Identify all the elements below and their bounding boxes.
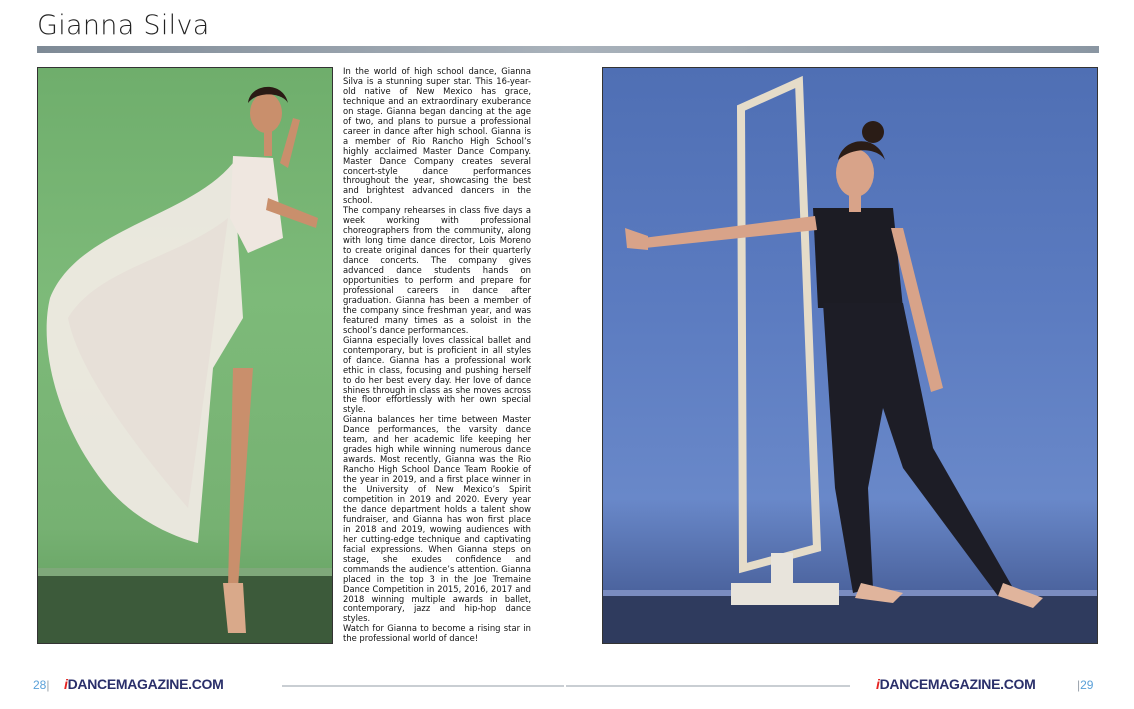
logo-dance-text: DANCE [67,676,116,692]
page-number-separator: | [46,678,50,692]
logo-magazine-text: MAGAZINE.COM [927,676,1036,692]
page-number-right-value: 29 [1080,678,1094,692]
page-number-left [33,678,49,692]
title-divider-bar [37,46,1099,53]
page-number-separator: | [1077,678,1081,692]
article-paragraph: Watch for Gianna to become a rising star in the professional world of dance! [343,623,531,644]
logo-magazine-text: MAGAZINE.COM [115,676,224,692]
footer-divider-left [282,685,564,687]
site-logo-right[interactable] [876,676,1036,692]
page-number-left-value: 28 [33,678,47,692]
logo-i-letter: i [876,676,880,692]
article-paragraph: The company rehearses in class five days a week working with professional choreographers from the community, along with long time dance director, Lois Moreno to create original dances for their quarterly dance concerts. The company gives advanced dance students hands on opportunities to perform and prepare for professional careers in dance after graduation. Gianna has been a member of the company since freshman year, and was featured many times as a soloist in the school’s dance performances. [343,205,531,335]
dancer-black-leotard-illustration [603,68,1098,644]
article-paragraph: Gianna balances her time between Master Dance performances, the varsity dance team, and her academic life keeping her grades high while winning numerous dance awards. Most recently, Gianna was the Rio Rancho High School Dance Team Rookie of the year in 2019, and a first place winner in the University of New Mexico’s Spirit competition in 2019 and 2020. Every year the dance department holds a talent show fundraiser, and Gianna has won first place in 2018 and 2019, wowing audiences with her cutting-edge technique and captivating facial expressions. When Gianna steps on stage, she exudes confidence and commands the audience’s attention. Gianna placed in the top 3 in the Joe Tremaine Dance Competition in 2015, 2016, 2017 and 2018 winning multiple awards in ballet, contemporary, jazz and hip-hop dance styles. [343,414,531,624]
logo-i-letter: i [64,676,68,692]
page-title: Gianna Silva [37,10,210,41]
page-number-right [1077,678,1093,692]
article-paragraph: In the world of high school dance, Gianna Silva is a stunning super star. This 16-year-old native of New Mexico has grace, technique and an extraordinary exuberance on stage. Gianna began dancing at the age of two, and plans to pursue a professional career in dance after high school. Gianna is a member of Rio Rancho High School’s highly acclaimed Master Dance Company. Master Dance Company creates several concert-style dance performances throughout the year, showcasing the best and brightest advanced dancers in the school. [343,66,531,206]
dancer-white-dress-illustration [38,68,333,644]
photo-dancer-white-dress [37,67,333,644]
logo-dance-text: DANCE [879,676,928,692]
article-paragraph: Gianna especially loves classical ballet and contemporary, but is proficient in all styles of dance. Gianna has a professional work ethic in class, focusing and pushing herself to do her best every day. Her love of dance shines through in class as she moves across the floor effortlessly with her own special style. [343,334,531,415]
photo-dancer-black-leotard [602,67,1098,644]
article-body [343,67,531,644]
footer-divider-right [566,685,850,687]
site-logo-left[interactable] [64,676,224,692]
